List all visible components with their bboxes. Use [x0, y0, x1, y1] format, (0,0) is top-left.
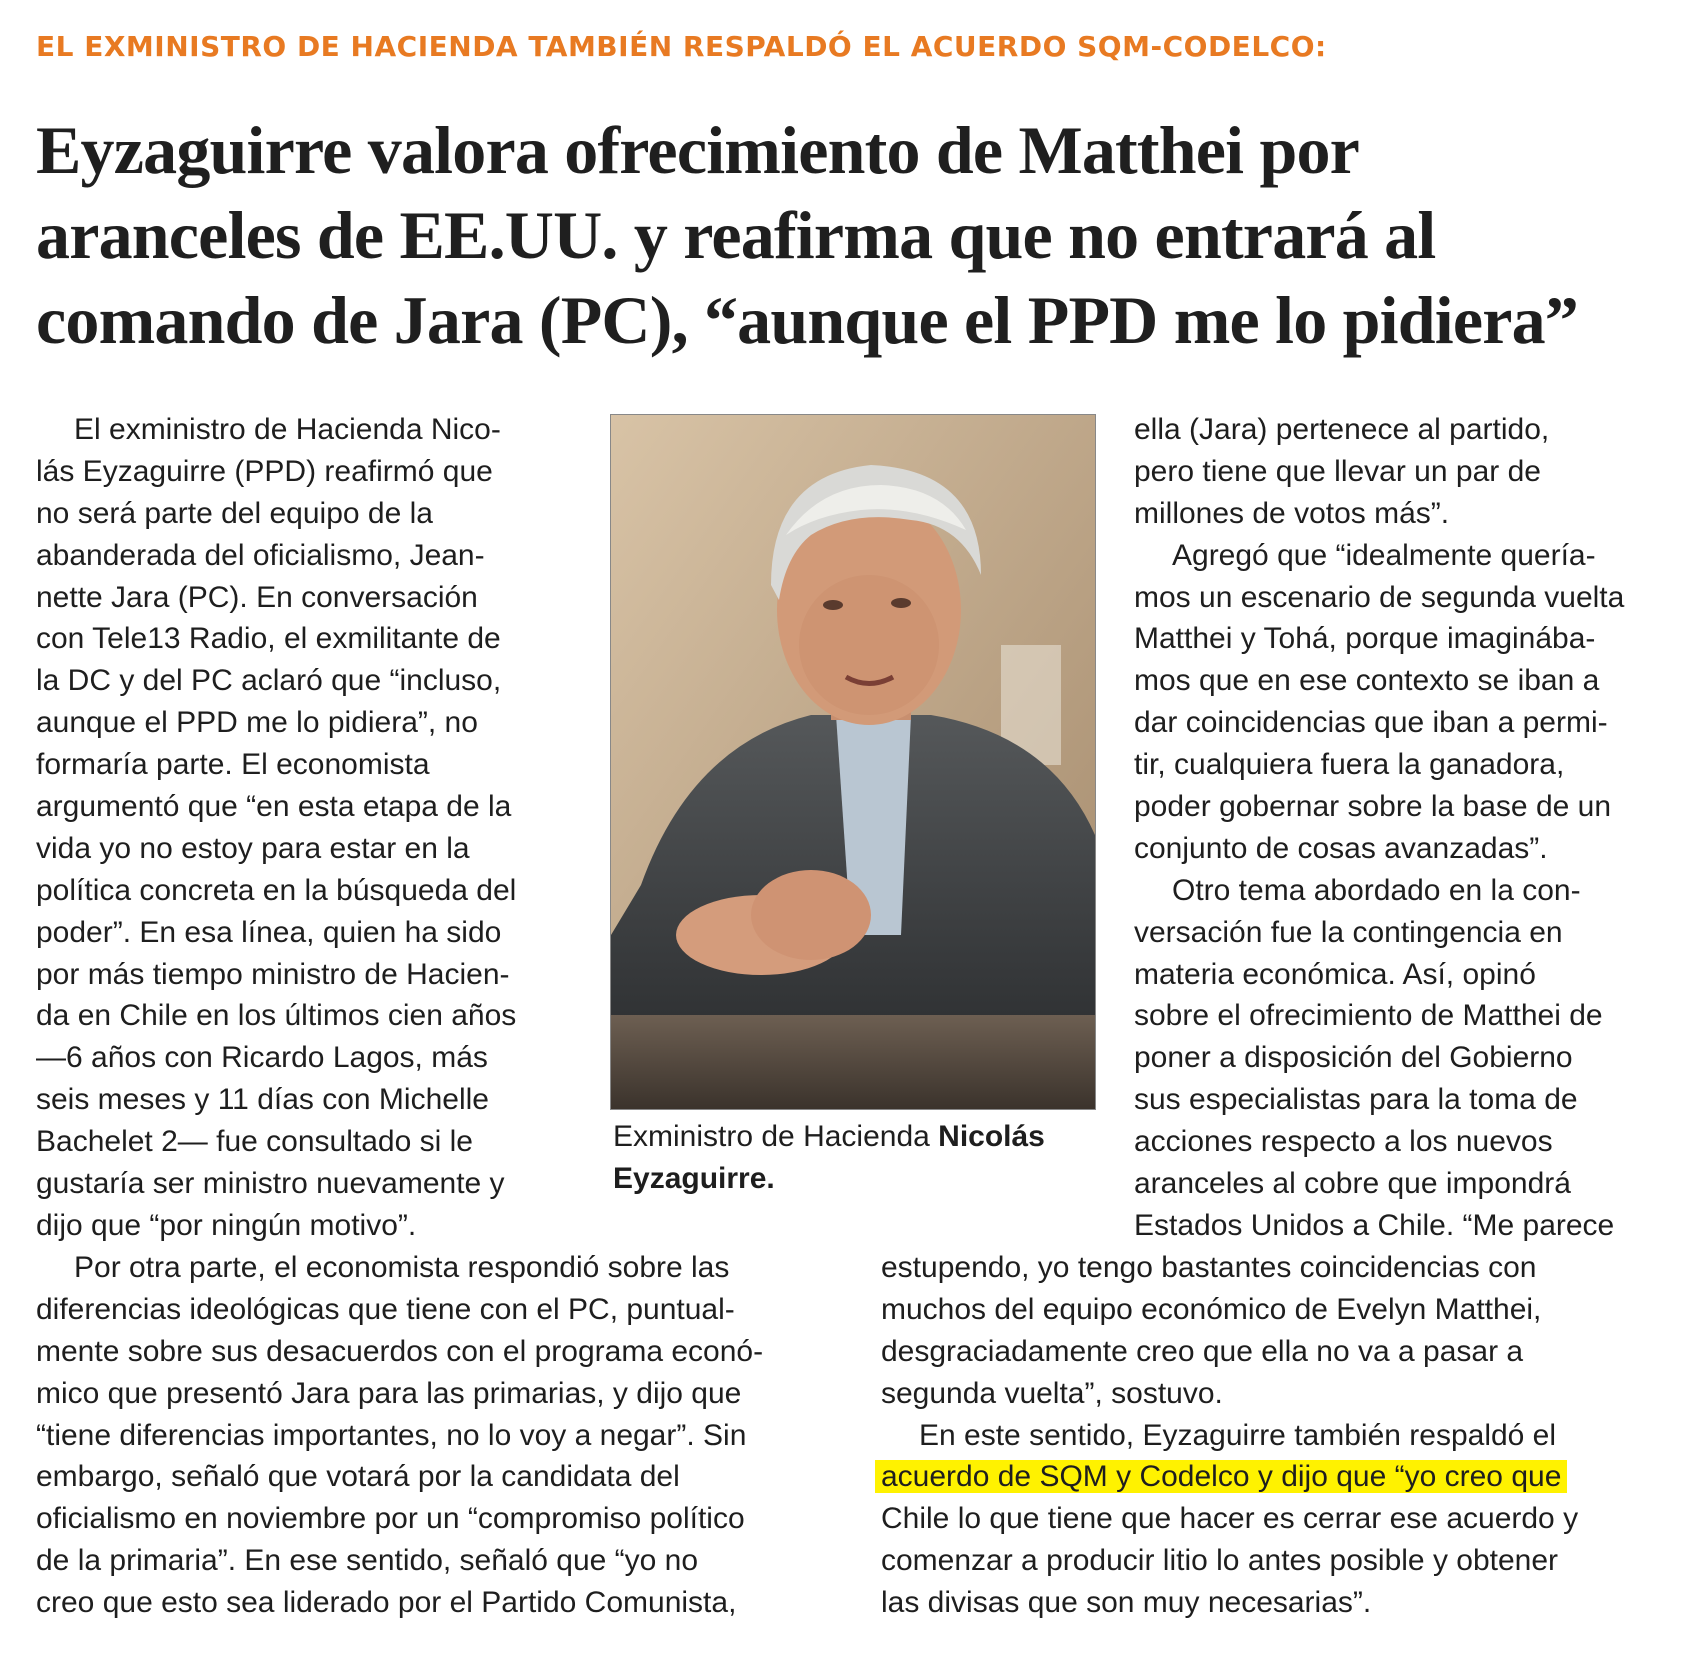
highlighted-text: acuerdo de SQM y Codelco y dijo que “yo creo que — [875, 1460, 1567, 1493]
article-column-right — [1134, 409, 1694, 1247]
text-line: de la primaria”. En ese sentido, señaló que “yo no — [36, 1544, 699, 1578]
text-line: Estados Unidos a Chile. “Me parece — [1134, 1208, 1615, 1242]
text-line: aunque el PPD me lo pidiera”, no — [36, 706, 478, 740]
text-line: sus especialistas para la toma de — [1134, 1083, 1578, 1117]
caption-prefix: Exministro de Hacienda — [613, 1120, 939, 1153]
text-line: Agregó que “idealmente quería- — [1172, 538, 1596, 572]
text-line: Otro tema abordado en la con- — [1172, 873, 1581, 907]
text-line: mico que presentó Jara para las primarias, y dijo que — [36, 1376, 742, 1410]
text-line: no será parte del equipo de la — [36, 496, 433, 530]
text-line: oficialismo en noviembre por un “compromiso político — [36, 1502, 745, 1536]
text-line: poder”. En esa línea, quien ha sido — [36, 915, 502, 949]
caption-line — [613, 1116, 1103, 1158]
text-line: las divisas que son muy necesarias”. — [881, 1586, 1372, 1620]
text-line: formaría parte. El economista — [36, 748, 430, 782]
text-line: pero tiene que llevar un par de — [1134, 454, 1541, 488]
text-line: acciones respecto a los nuevos — [1134, 1125, 1553, 1159]
text-line: materia económica. Así, opinó — [1134, 957, 1536, 991]
text-line: aranceles al cobre que impondrá — [1134, 1167, 1571, 1201]
text-line: abanderada del oficialismo, Jean- — [36, 538, 485, 572]
text-line: seis meses y 11 días con Michelle — [36, 1083, 489, 1117]
text-line: ella (Jara) pertenece al partido, — [1134, 413, 1550, 446]
text-line: tir, cualquiera fuera la ganadora, — [1134, 748, 1565, 782]
text-line: por más tiempo ministro de Hacien- — [36, 957, 510, 991]
caption-name: Eyzaguirre. — [613, 1162, 775, 1195]
text-line: dijo que “por ningún motivo”. — [36, 1208, 417, 1242]
text-line: conjunto de cosas avanzadas”. — [1134, 831, 1548, 865]
article-block-left-bottom — [36, 1247, 856, 1624]
text-line: El exministro de Hacienda Nico- — [74, 413, 501, 446]
text-line: diferencias ideológicas que tiene con el PC, puntual- — [36, 1292, 735, 1326]
text-line: nette Jara (PC). En conversación — [36, 580, 478, 614]
article-column-left — [36, 409, 596, 1247]
text-line: con Tele13 Radio, el exmilitante de — [36, 622, 501, 656]
text-line: desgraciadamente creo que ella no va a pasar a — [881, 1334, 1524, 1368]
text-line: lás Eyzaguirre (PPD) reafirmó que — [36, 454, 493, 488]
text-line: vida yo no estoy para estar en la — [36, 831, 470, 865]
text-line: mente sobre sus desacuerdos con el programa econó- — [36, 1334, 764, 1368]
text-line: segunda vuelta”, sostuvo. — [881, 1376, 1223, 1410]
headline — [36, 108, 1696, 363]
text-line: “tiene diferencias importantes, no lo voy a negar”. Sin — [36, 1418, 747, 1452]
headline-line: Eyzaguirre valora ofrecimiento de Matthei por — [36, 112, 1360, 188]
text-line: Matthei y Tohá, porque imaginába- — [1134, 622, 1596, 656]
text-line: gustaría ser ministro nuevamente y — [36, 1167, 505, 1201]
text-line: mos que en ese contexto se iban a — [1134, 664, 1600, 698]
text-line: muchos del equipo económico de Evelyn Matthei, — [881, 1292, 1542, 1326]
text-line: —6 años con Ricardo Lagos, más — [36, 1041, 488, 1075]
text-line: millones de votos más”. — [1134, 496, 1450, 530]
text-line: poner a disposición del Gobierno — [1134, 1041, 1573, 1075]
text-line: política concreta en la búsqueda del — [36, 873, 517, 907]
text-line — [881, 1456, 1701, 1498]
text-line: Por otra parte, el economista respondió sobre las — [74, 1251, 730, 1284]
text-line: poder gobernar sobre la base de un — [1134, 790, 1612, 824]
caption-name: Nicolás — [938, 1120, 1045, 1153]
portrait-photo — [610, 414, 1096, 1110]
text-line: En este sentido, Eyzaguirre también respaldó el — [919, 1418, 1557, 1452]
kicker: EL EXMINISTRO DE HACIENDA TAMBIÉN RESPALDÓ EL ACUERDO SQM-CODELCO: — [36, 30, 1327, 63]
text-line: embargo, señaló que votará por la candidata del — [36, 1460, 680, 1494]
text-line: versación fue la contingencia en — [1134, 915, 1563, 949]
text-line: Bachelet 2— fue consultado si le — [36, 1125, 473, 1159]
text-line: argumentó que “en esta etapa de la — [36, 790, 512, 824]
portrait-illustration — [611, 415, 1095, 1109]
text-line: mos un escenario de segunda vuelta — [1134, 580, 1625, 614]
text-line: Chile lo que tiene que hacer es cerrar ese acuerdo y — [881, 1502, 1579, 1536]
article-block-right-bottom — [881, 1247, 1701, 1624]
photo-caption — [613, 1116, 1103, 1200]
headline-line: comando de Jara (PC), “aunque el PPD me lo pidiera” — [36, 282, 1578, 358]
text-line: comenzar a producir litio lo antes posible y obtener — [881, 1544, 1559, 1578]
text-line: creo que esto sea liderado por el Partido Comunista, — [36, 1586, 737, 1620]
text-line: la DC y del PC aclaró que “incluso, — [36, 664, 502, 698]
text-line: dar coincidencias que iban a permi- — [1134, 706, 1608, 740]
text-line: da en Chile en los últimos cien años — [36, 999, 517, 1033]
headline-line: aranceles de EE.UU. y reafirma que no entrará al — [36, 197, 1436, 273]
text-line: sobre el ofrecimiento de Matthei de — [1134, 999, 1603, 1033]
text-line: estupendo, yo tengo bastantes coincidencias con — [881, 1251, 1537, 1284]
caption-line — [613, 1158, 1103, 1200]
